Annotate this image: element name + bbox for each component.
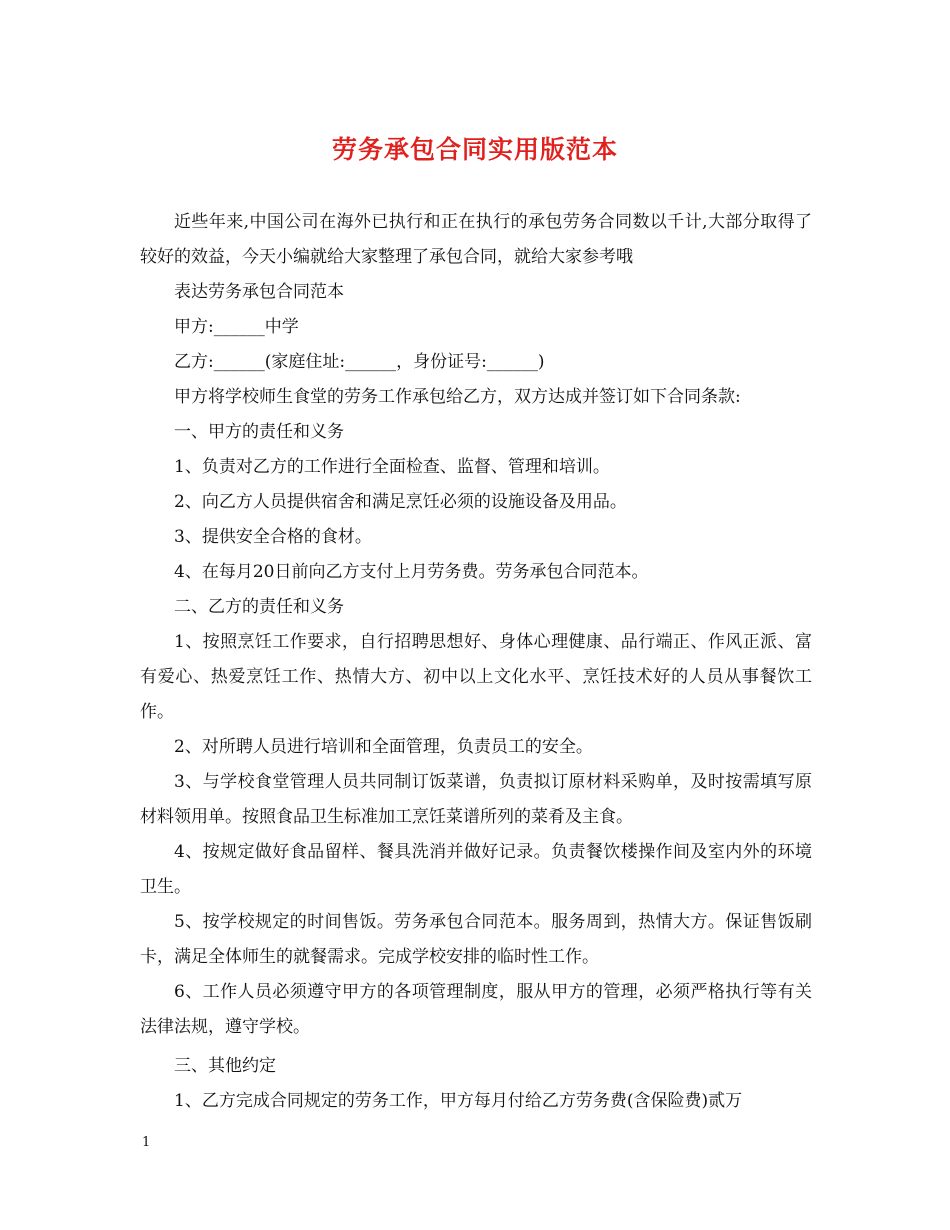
section-heading-party-b: 二、乙方的责任和义务: [174, 597, 344, 617]
page-number: 1: [142, 1135, 151, 1150]
paragraph-party-a: 甲方:______中学: [174, 317, 299, 337]
paragraph-intro: 近些年来,中国公司在海外已执行和正在执行的承包劳务合同数以千计,大部分取得了较好的效益，今天小编就给大家整理了承包合同，就给大家参考哦: [140, 212, 812, 267]
clause-c-1: 1、乙方完成合同规定的劳务工作，甲方每月付给乙方劳务费(含保险费)贰万: [174, 1091, 743, 1111]
document-body: [140, 205, 812, 1119]
clause-b-5: 5、按学校规定的时间售饭。劳务承包合同范本。服务周到，热情大方。保证售饭刷卡，满足全体师生的就餐需求。完成学校安排的临时性工作。: [140, 912, 812, 967]
clause-b-1: 1、按照烹饪工作要求，自行招聘思想好、身体心理健康、品行端正、作风正派、富有爱心、热爱烹饪工作、热情大方、初中以上文化水平、烹饪技术好的人员从事餐饮工作。: [140, 632, 812, 722]
clause-a-4: 4、在每月20日前向乙方支付上月劳务费。劳务承包合同范本。: [174, 562, 649, 582]
paragraph-subtitle: 表达劳务承包合同范本: [174, 282, 344, 302]
clause-a-2: 2、向乙方人员提供宿舍和满足烹饪必须的设施设备及用品。: [174, 492, 627, 512]
clause-b-6: 6、工作人员必须遵守甲方的各项管理制度，服从甲方的管理，必须严格执行等有关法律法规，遵守学校。: [140, 982, 812, 1037]
paragraph-agreement: 甲方将学校师生食堂的劳务工作承包给乙方，双方达成并签订如下合同条款:: [174, 387, 741, 407]
clause-a-3: 3、提供安全合格的食材。: [174, 527, 372, 547]
clause-b-4: 4、按规定做好食品留样、餐具洗消并做好记录。负责餐饮楼操作间及室内外的环境卫生。: [140, 842, 812, 897]
document-title: 劳务承包合同实用版范本: [331, 135, 618, 164]
clause-b-2: 2、对所聘人员进行培训和全面管理，负责员工的安全。: [174, 737, 593, 757]
paragraph-party-b: 乙方:______(家庭住址:______，身份证号:______): [174, 352, 545, 372]
section-heading-party-a: 一、甲方的责任和义务: [174, 422, 344, 442]
clause-b-3: 3、与学校食堂管理人员共同制订饭菜谱，负责拟订原材料采购单，及时按需填写原材料领用单。按照食品卫生标准加工烹饪菜谱所列的菜肴及主食。: [140, 772, 812, 827]
section-heading-other: 三、其他约定: [174, 1056, 276, 1076]
clause-a-1: 1、负责对乙方的工作进行全面检查、监督、管理和培训。: [174, 457, 610, 477]
